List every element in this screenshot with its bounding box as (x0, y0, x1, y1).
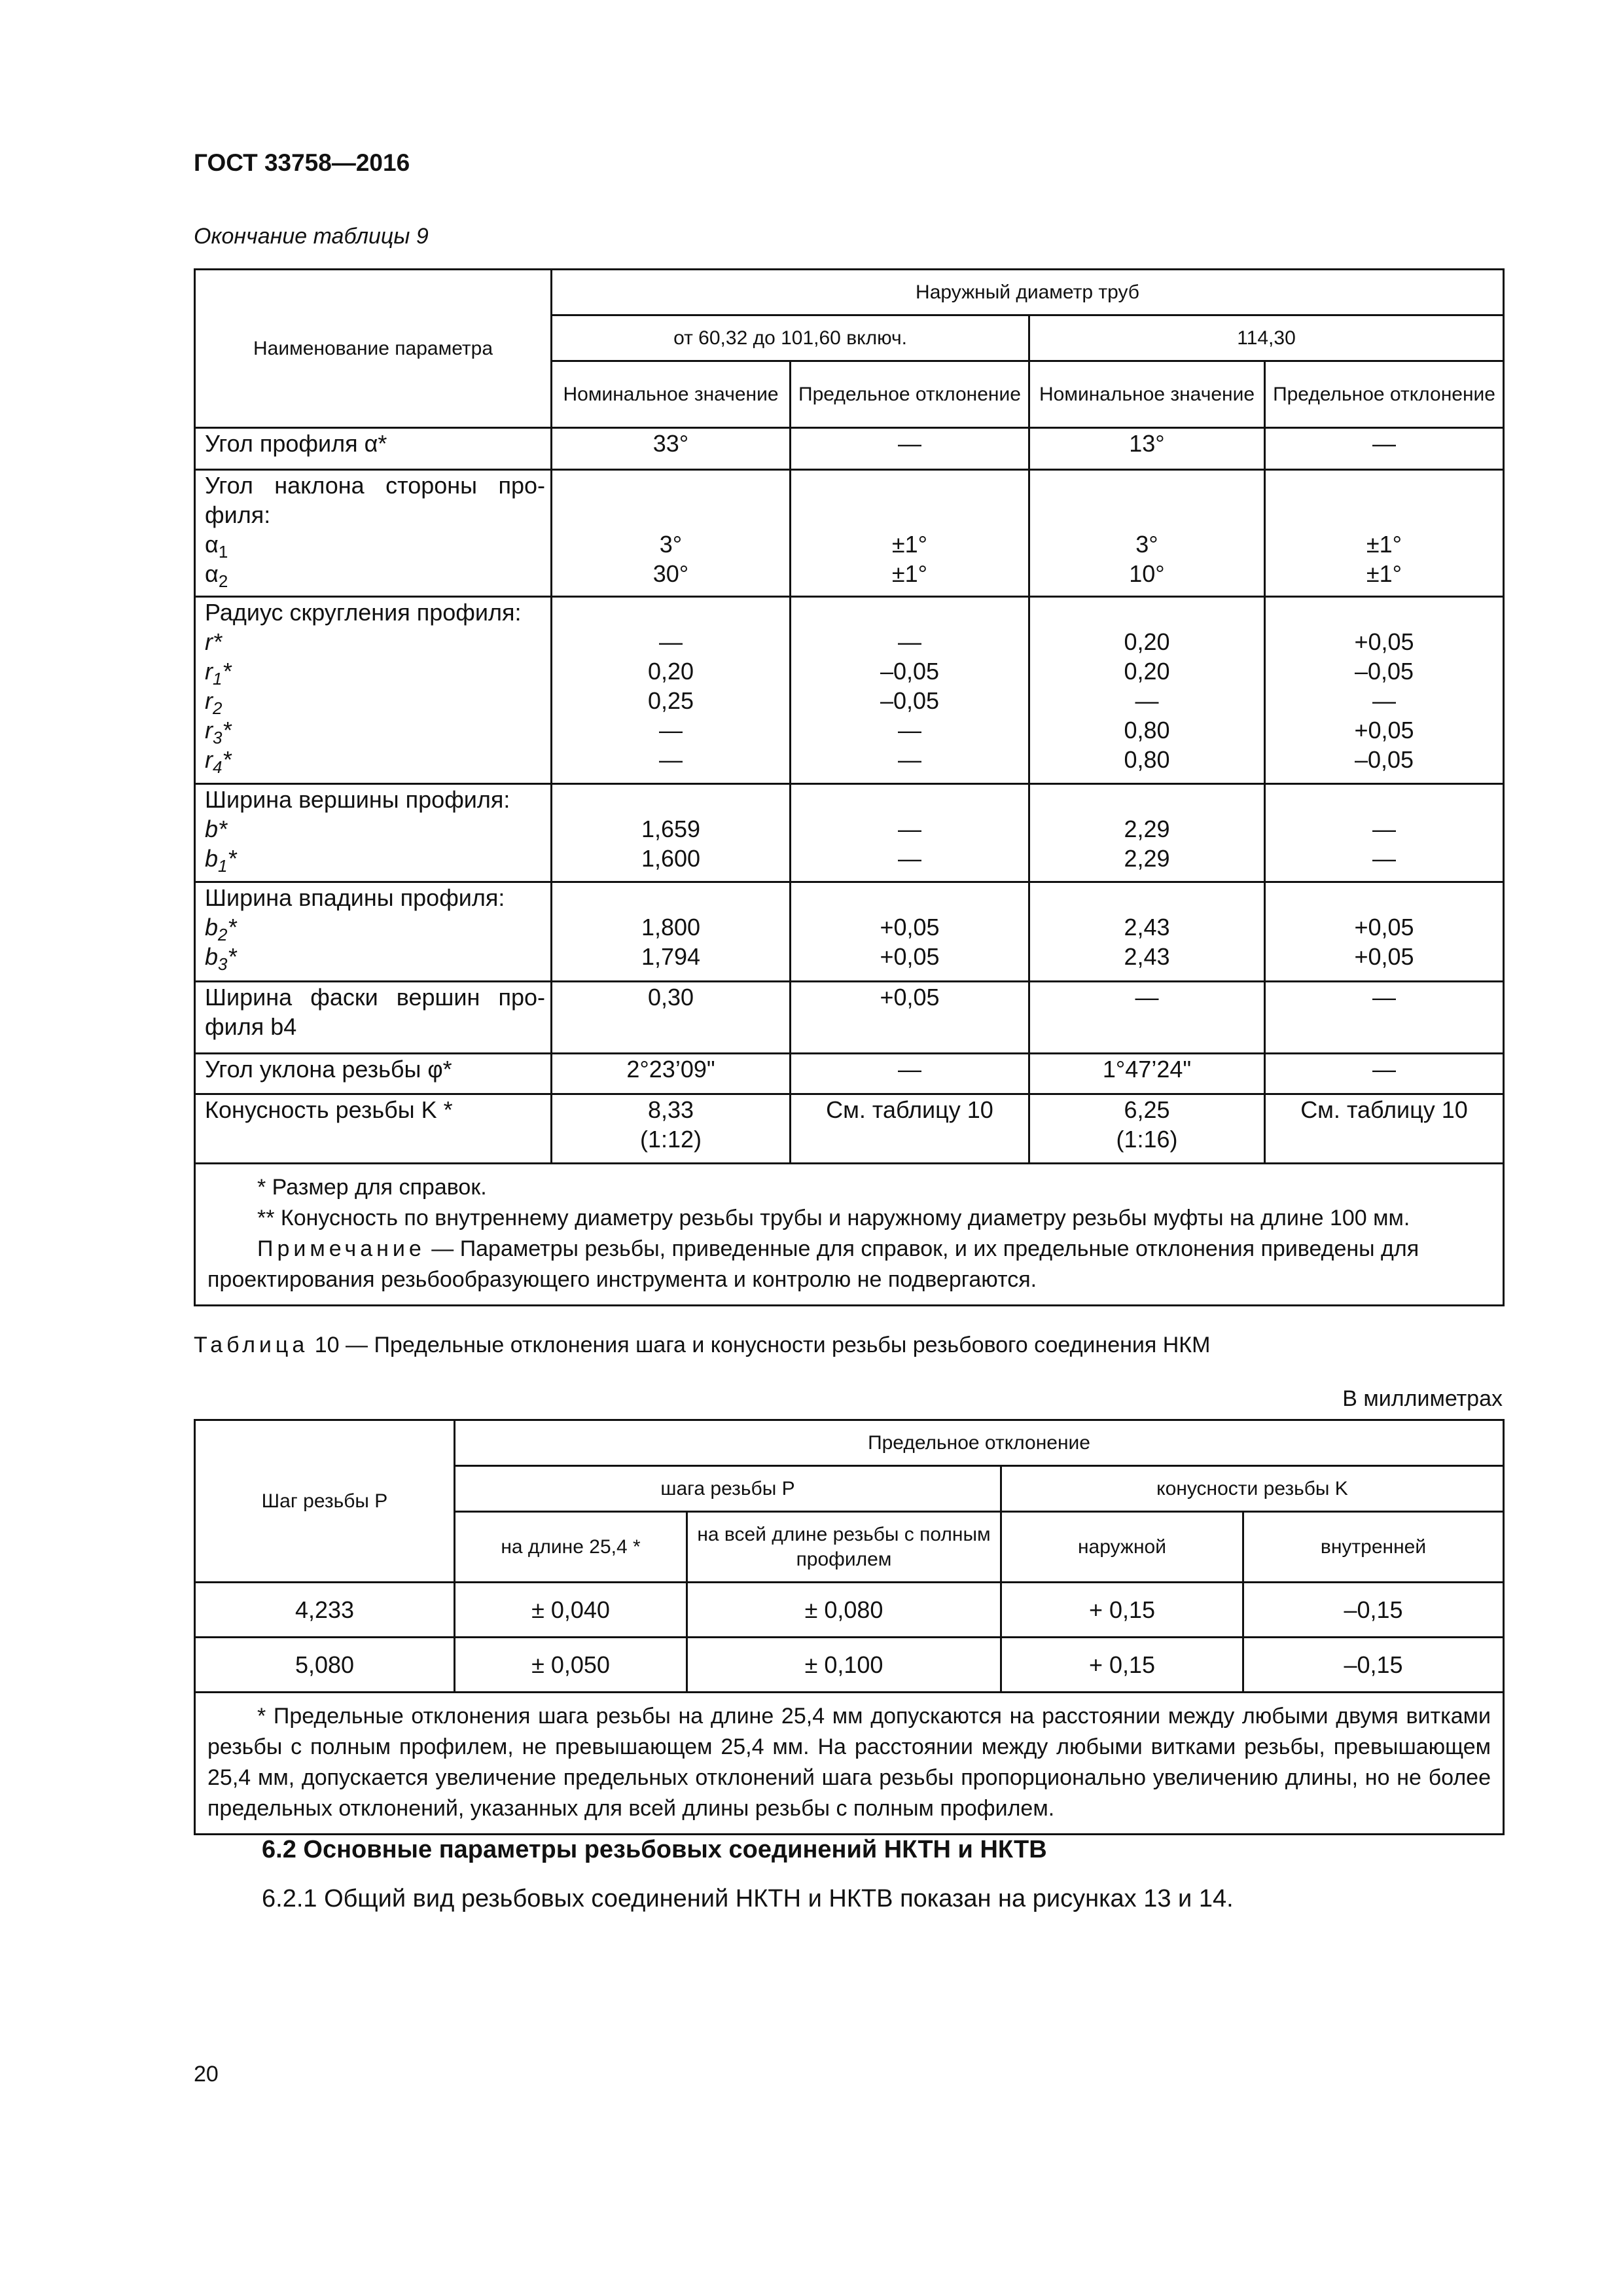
table10-taper-header: конусности резьбы K (1001, 1466, 1504, 1512)
cell: — (1265, 1054, 1504, 1094)
table10-footnotes (195, 1693, 1504, 1835)
cell: 2,29 2,29 (1029, 784, 1265, 882)
row-label: Радиус скругления профиля: r* $r_1*$ $r_2$ $r_3*$ $r_4*$ (195, 597, 552, 784)
cell: ± 0,100 (687, 1638, 1001, 1693)
row-label: Конусность резьбы K * (195, 1094, 552, 1164)
table9-row (195, 428, 1504, 470)
cell: 4,233 (195, 1583, 455, 1638)
cell: См. таблицу 10 (1265, 1094, 1504, 1164)
cell: — (791, 428, 1029, 470)
table10 (194, 1419, 1505, 1835)
r4-symbol: $r_4*$ (205, 746, 232, 777)
b-symbol: b* (205, 816, 228, 842)
document-header: ГОСТ 33758—2016 (194, 149, 410, 176)
cell: ± 0,040 (455, 1583, 687, 1638)
r3-symbol: $r_3*$ (205, 717, 232, 747)
table9-param-header: Наименование параметра (195, 270, 552, 428)
cell: — (791, 1054, 1029, 1094)
table9-row (195, 982, 1504, 1054)
table10-outer-header: наружной (1001, 1512, 1243, 1583)
table10-units: В миллиметрах (1342, 1386, 1503, 1411)
table10-len-header: на длине 25,4 * (455, 1512, 687, 1583)
cell: 33° (552, 428, 791, 470)
cell: 5,080 (195, 1638, 455, 1693)
table9-row (195, 1094, 1504, 1164)
table9-row (195, 597, 1504, 784)
cell: 1,800 1,794 (552, 882, 791, 982)
section-paragraph: 6.2.1 Общий вид резьбовых соединений НКТН и НКТВ показан на рисунках 13 и 14. (262, 1885, 1234, 1912)
cell: См. таблицу 10 (791, 1094, 1029, 1164)
table10-row (195, 1583, 1504, 1638)
cell: ±1° ±1° (791, 470, 1029, 597)
footnote-2: ** Конусность по внутреннему диаметру резьбы трубы и наружному диаметру резьбы муфты на длине 100 мм. (257, 1206, 1410, 1230)
cell: — 0,20 0,25 — — (552, 597, 791, 784)
table9-deviation-header: Предельное отклонение (1265, 361, 1504, 428)
table9-nominal-header: Номинальное значение (552, 361, 791, 428)
cell: +0,05 +0,05 (791, 882, 1029, 982)
cell: 0,20 0,20 — 0,80 0,80 (1029, 597, 1265, 784)
r1-symbol: $r_1*$ (205, 658, 232, 689)
footnote-1: * Размер для справок. (257, 1175, 487, 1200)
cell: 1°47’24" (1029, 1054, 1265, 1094)
cell: –0,15 (1243, 1638, 1504, 1693)
table9-note (207, 1234, 1491, 1295)
table10-deviation-header: Предельное отклонение (455, 1420, 1504, 1466)
cell: 2,43 2,43 (1029, 882, 1265, 982)
cell: 2°23’09" (552, 1054, 791, 1094)
table9-range1-header: от 60,32 до 101,60 включ. (552, 315, 1029, 361)
row-label: Угол уклона резьбы φ* (195, 1054, 552, 1094)
table9-outer-diameter-header: Наружный диаметр труб (552, 270, 1504, 315)
cell: — –0,05 –0,05 — — (791, 597, 1029, 784)
table10-footnote: * Предельные отклонения шага резьбы на длине 25,4 мм допускаются на расстоянии между любыми двумя витками резьбы с полным профилем, не превышающем 25,4 мм. На расстоянии между любыми витками резьбы, превышающем 25,4 мм, допускается увеличение предельных отклонений шага резьбы пропорционально увеличению длины, но не более предельных отклонений, указанных для всей длины резьбы с полным профилем. (207, 1704, 1491, 1821)
cell: ± 0,080 (687, 1583, 1001, 1638)
cell: — — (791, 784, 1029, 882)
section-heading: 6.2 Основные параметры резьбовых соединений НКТН и НКТВ (262, 1836, 1047, 1863)
table10-title: Таблица 10 — Предельные отклонения шага и конусности резьбы резьбового соединения НКМ (194, 1333, 1211, 1357)
b3-symbol: $b_3*$ (205, 943, 237, 974)
r-symbol: r* (205, 628, 222, 655)
cell: + 0,15 (1001, 1583, 1243, 1638)
cell: +0,05 +0,05 (1265, 882, 1504, 982)
cell: 0,30 (552, 982, 791, 1054)
alpha1-symbol: $\alpha_1$ (205, 531, 228, 562)
table10-full-header: на всей длине резьбы с полным профилем (687, 1512, 1001, 1583)
cell: — (1265, 982, 1504, 1054)
table9-row (195, 882, 1504, 982)
table9-footnotes (195, 1164, 1504, 1306)
row-label: Ширина вершины профиля: b* $b_1*$ (195, 784, 552, 882)
cell: +0,05 –0,05 — +0,05 –0,05 (1265, 597, 1504, 784)
note-text: — Параметры резьбы, приведенные для справок, и их предельные отклонения приведены для проектирования резьбообразующего инструмента и контролю не подвергаются. (207, 1236, 1419, 1292)
table10-inner-header: внутренней (1243, 1512, 1504, 1583)
cell: 8,33 (1:12) (552, 1094, 791, 1164)
r2-symbol: $r_2$ (205, 687, 223, 718)
row-label: Ширина фаски вершин про- филя b4 (195, 982, 552, 1054)
cell: 13° (1029, 428, 1265, 470)
cell: –0,15 (1243, 1583, 1504, 1638)
cell: + 0,15 (1001, 1638, 1243, 1693)
row-label: Угол профиля α* (195, 428, 552, 470)
table9 (194, 268, 1505, 1306)
chamfer-label-line2: филя b4 (205, 1013, 297, 1040)
table9-continuation-caption: Окончание таблицы 9 (194, 224, 429, 249)
cell: +0,05 (791, 982, 1029, 1054)
b1-symbol: $b_1*$ (205, 845, 237, 876)
cell: 1,659 1,600 (552, 784, 791, 882)
b2-symbol: $b_2*$ (205, 914, 237, 944)
table9-row (195, 1054, 1504, 1094)
table9-row (195, 784, 1504, 882)
cell: 6,25 (1:16) (1029, 1094, 1265, 1164)
cell: 3° 30° (552, 470, 791, 597)
table9-range2-header: 114,30 (1029, 315, 1504, 361)
page-number: 20 (194, 2062, 219, 2087)
cell: ±1° ±1° (1265, 470, 1504, 597)
table9-row (195, 470, 1504, 597)
cell: — — (1265, 784, 1504, 882)
note-label: Примечание (257, 1236, 425, 1261)
cell: — (1029, 982, 1265, 1054)
table9-deviation-header: Предельное отклонение (791, 361, 1029, 428)
cell: — (1265, 428, 1504, 470)
alpha2-symbol: $\alpha_2$ (205, 560, 228, 591)
row-label: Угол наклона стороны про- филя: $\alpha_1$ $\alpha_2$ (195, 470, 552, 597)
table10-step-header: шага резьбы P (455, 1466, 1001, 1512)
cell: 3° 10° (1029, 470, 1265, 597)
table9-nominal-header: Номинальное значение (1029, 361, 1265, 428)
cell: ± 0,050 (455, 1638, 687, 1693)
table10-pitch-header: Шаг резьбы P (195, 1420, 455, 1583)
row-label: Ширина впадины профиля: $b_2*$ $b_3*$ (195, 882, 552, 982)
table10-row (195, 1638, 1504, 1693)
